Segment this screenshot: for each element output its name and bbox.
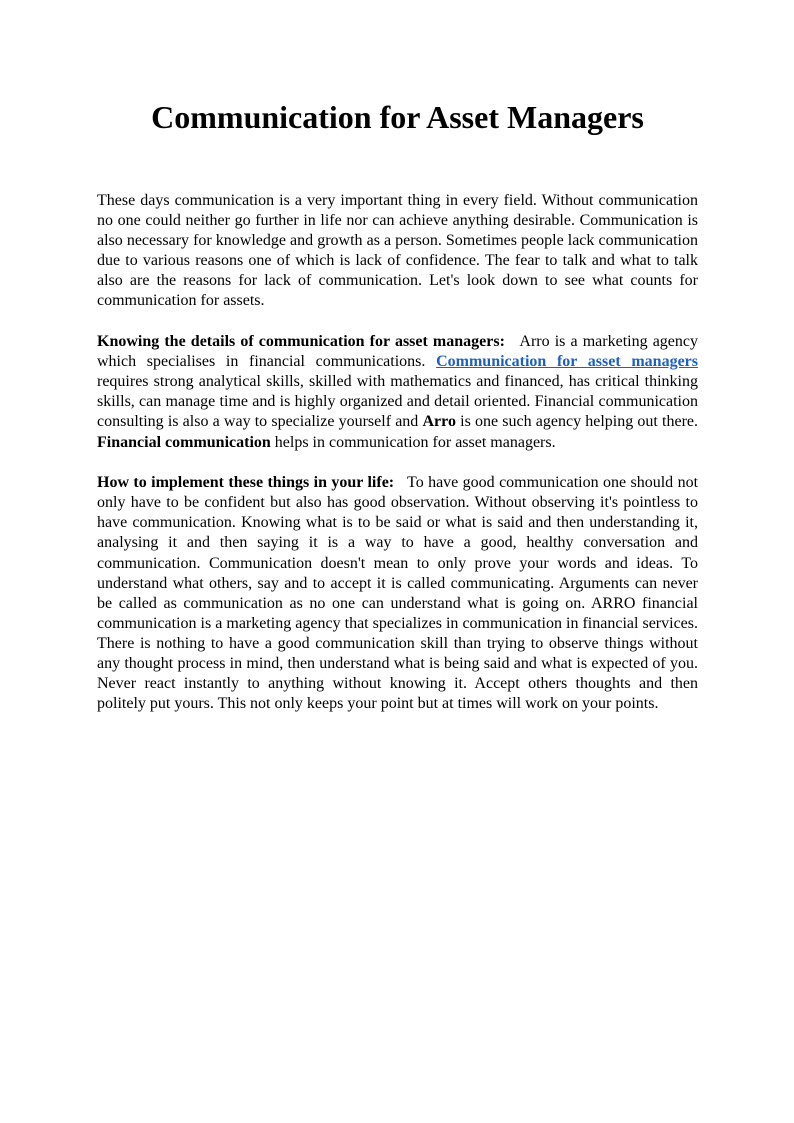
page-title: Communication for Asset Managers	[151, 99, 644, 135]
details-bold-arro: Arro	[422, 413, 456, 431]
details-paragraph	[97, 332, 698, 453]
details-text-1: Arro is a marketing agency which specialises in financial communications.	[97, 333, 699, 371]
details-text-4: helps in communication for asset managers.	[274, 433, 556, 451]
implement-paragraph	[97, 473, 698, 714]
intro-paragraph: These days communication is a very important thing in every field. Without communication no one could neither go further in life nor can achieve anything desirable. Communication is also necessary for knowledge and growth as a person. Sometimes people lack communication due to various reasons one of which is lack of confidence. The fear to talk and what to talk also are the reasons for lack of communication. Let's look down to see what counts for communication for assets.	[97, 192, 698, 310]
document-page	[97, 0, 698, 714]
details-heading: Knowing the details of communication for asset managers:	[97, 333, 505, 351]
details-bold-financial-communication: Financial communication	[97, 433, 271, 451]
details-text-2: requires strong analytical skills, skilled with mathematics and financed, has critical thinking skills, can manage time and is highly organized and detail oriented. Financial communication consulting is also a way to specialize yourself and	[97, 373, 698, 431]
details-text-3: is one such agency helping out there.	[460, 413, 699, 431]
communication-for-asset-managers-link[interactable]: Communication for asset managers	[436, 353, 699, 371]
implement-heading: How to implement these things in your life:	[97, 474, 395, 492]
implement-text: To have good communication one should not only have to be confident but also has good observation. Without observing it's pointless to have communication. Knowing what is to be said or what is said and then understanding it, analysing it and then saying it is a way to have a good, healthy conversation and communication. Communication doesn't mean to only prove your words and ideas. To understand what others, say and to accept it is called communicating. Arguments can never be called as communication as no one can understand what is going on. ARRO financial communication is a marketing agency that specializes in communication in financial services. There is nothing to have a good communication skill than trying to observe things without any thought process in mind, then understand what is being said and what is expected of you. Never react instantly to anything without knowing it. Accept others thoughts and then politely put yours. This not only keeps your point but at times will work on your points.	[97, 474, 699, 713]
